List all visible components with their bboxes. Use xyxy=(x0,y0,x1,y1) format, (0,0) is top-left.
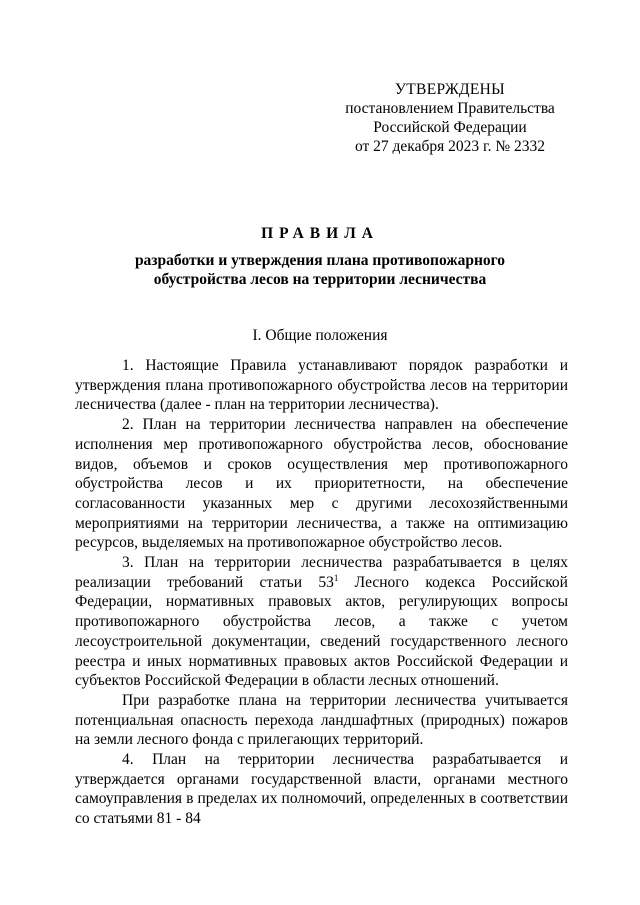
approval-block xyxy=(300,80,600,156)
paragraph-2: 2. План на территории лесничества направлен на обеспечение исполнения мер противопожарного обустройства лесов, обоснование видов, объемов и сроков осуществления мер противопожарного обустройства лесов и их приоритетности, на обеспечение согласованности указанных мер с другими лесохозяйственными мероприятиями на территории лесничества, а также на оптимизацию ресурсов, выделяемых на противопожарное обустройство лесов. xyxy=(75,416,568,552)
approval-line-3: от 27 декабря 2023 г. № 2332 xyxy=(354,138,546,155)
approval-line-2: Российской Федерации xyxy=(373,119,527,136)
paragraph-4: При разработке плана на территории лесничества учитывается потенциальная опасность перехода ландшафтных (природных) пожаров на земли лесного фонда с прилегающих территорий. xyxy=(75,691,568,749)
document-subtitle xyxy=(0,251,640,289)
document-body xyxy=(75,356,568,829)
article-superscript: 1 xyxy=(333,572,339,583)
paragraph-1: 1. Настоящие Правила устанавливают порядок разработки и утверждения плана противопожарного обустройства лесов на территории лесничества (далее - план на территории лесничества). xyxy=(75,357,568,414)
paragraph-3 xyxy=(75,553,568,691)
document-subtitle-line-2: обустройства лесов на территории лесничества xyxy=(153,271,487,288)
paragraph-3-text-b: Лесного кодекса Российской Федерации, нормативных правовых актов, регулирующих вопросы противопожарного обустройства лесов, а также с учетом лесоустроительной документации, сведений государственного лесного реестра и иных нормативных правовых актов Российской Федерации и субъектов Российской Федерации в области лесных отношений. xyxy=(75,573,568,690)
section-heading: I. Общие положения xyxy=(252,327,388,344)
paragraph-5: 4. План на территории лесничества разрабатывается и утверждается органами государственной власти, органами местного самоуправления в пределах их полномочий, определенных в соответствии со статьями 81 - 84 xyxy=(75,751,568,828)
document-subtitle-line-1: разработки и утверждения плана противопожарного xyxy=(134,252,506,269)
approval-heading: УТВЕРЖДЕНЫ xyxy=(395,81,505,98)
document-title: ПРАВИЛА xyxy=(261,225,379,242)
paragraph-3-text-a: 3. План на территории лесничества разрабатывается в целях реализации требований статьи 53 xyxy=(75,554,568,591)
approval-line-1: постановлением Правительства xyxy=(345,100,555,117)
